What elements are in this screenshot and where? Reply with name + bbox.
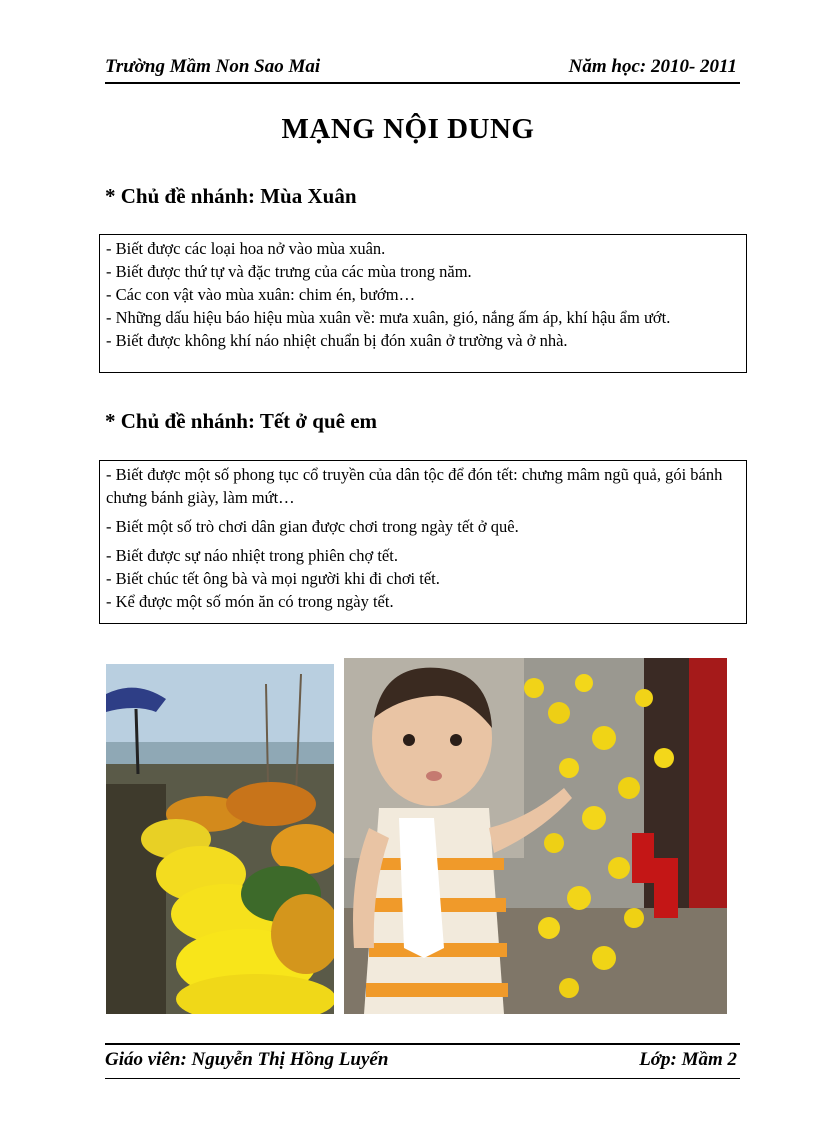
list-item: - Những dấu hiệu báo hiệu mùa xuân về: mưa xuân, gió, nắng ấm áp, khí hậu ẩm ướt.	[106, 308, 671, 327]
list-item: - Biết một số trò chơi dân gian được chơi trong ngày tết ở quê.	[106, 517, 519, 536]
list-item: - Biết được không khí náo nhiệt chuẩn bị đón xuân ở trường và ở nhà.	[106, 331, 568, 350]
footer-bottom-rule	[105, 1078, 740, 1079]
page-footer	[105, 1049, 737, 1075]
teacher-name: Giáo viên: Nguyễn Thị Hồng Luyến	[105, 1049, 389, 1070]
page-header	[105, 56, 737, 82]
list-item: - Biết được các loại hoa nở vào mùa xuân.	[106, 239, 386, 258]
list-item: - Biết được thứ tự và đặc trưng của các mùa trong năm.	[106, 262, 472, 281]
flower-market-photo	[106, 664, 334, 1014]
list-item: - Biết được sự náo nhiệt trong phiên chợ tết.	[106, 546, 398, 565]
list-item: - Biết được một số phong tục cổ truyền của dân tộc để đón tết: chưng mâm ngũ quả, gói bánh chưng bánh giày, làm mứt…	[106, 465, 723, 507]
section-heading-tet: * Chủ đề nhánh: Tết ở quê em	[105, 409, 378, 433]
footer-rule	[105, 1043, 740, 1045]
list-item: - Các con vật vào mùa xuân: chim én, bướm…	[106, 285, 416, 304]
school-year: Năm học: 2010- 2011	[568, 56, 737, 77]
school-name: Trường Mầm Non Sao Mai	[105, 56, 321, 77]
list-item: - Kể được một số món ăn có trong ngày tết.	[106, 592, 394, 611]
list-item: - Biết chúc tết ông bà và mọi người khi đi chơi tết.	[106, 569, 440, 588]
class-name: Lớp: Mầm 2	[639, 1049, 737, 1070]
spring-content-box	[99, 234, 747, 373]
child-with-apricot-blossom-photo	[344, 658, 727, 1014]
header-rule	[105, 82, 740, 84]
page-title: MẠNG NỘI DUNG	[281, 113, 535, 145]
tet-content-box	[99, 460, 747, 624]
section-heading-spring: * Chủ đề nhánh: Mùa Xuân	[105, 184, 357, 208]
